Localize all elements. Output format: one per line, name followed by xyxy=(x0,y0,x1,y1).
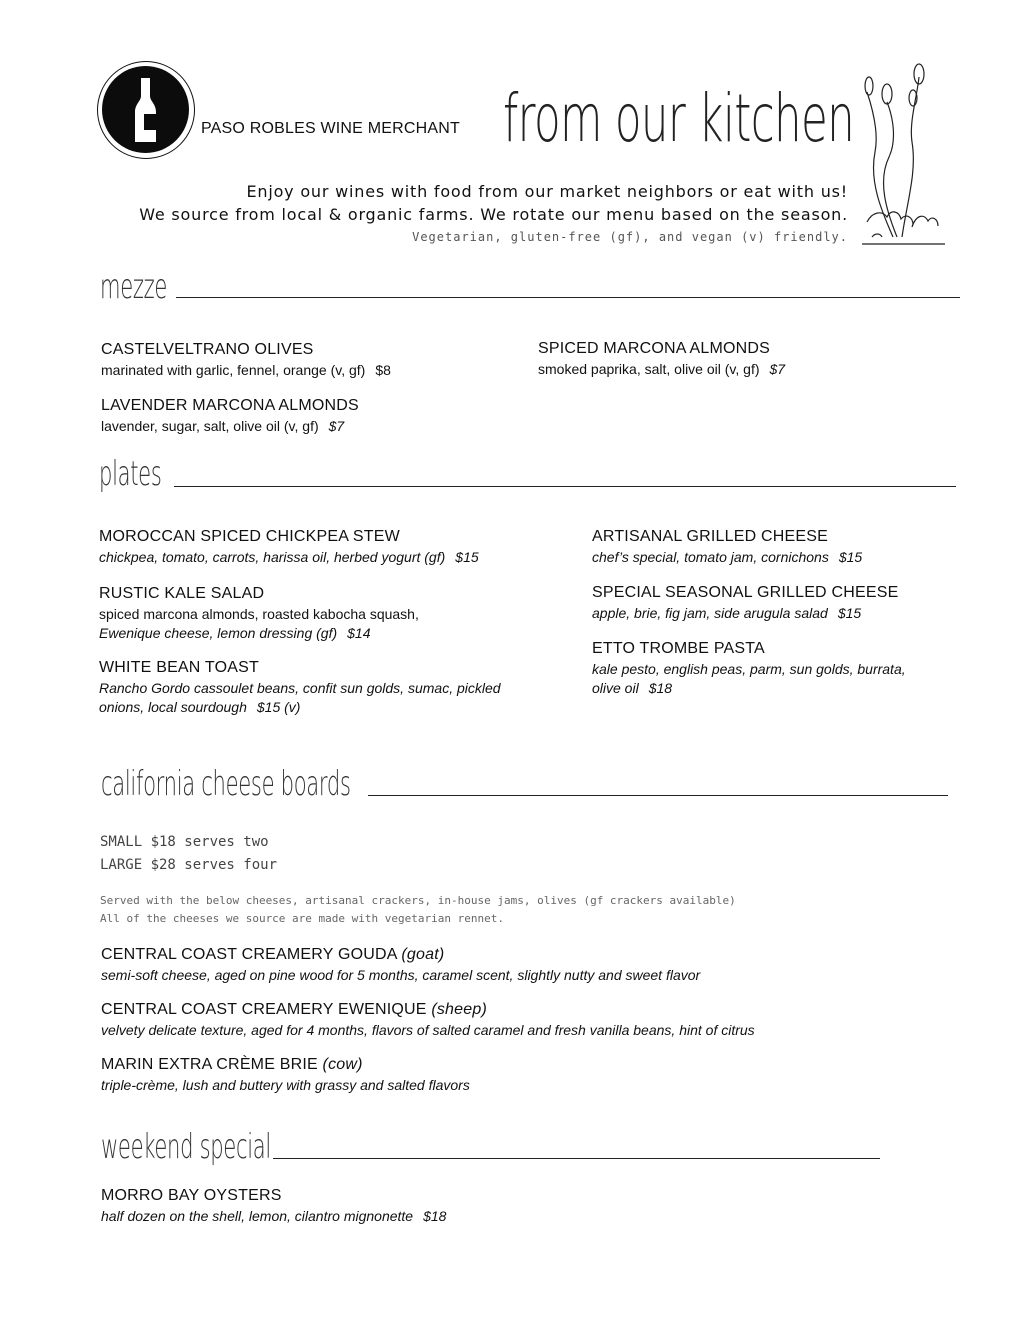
section-divider xyxy=(273,1158,880,1159)
item-description: half dozen on the shell, lemon, cilantro mignonette $18 xyxy=(101,1208,447,1224)
item-description: velvety delicate texture, aged for 4 months, flavors of salted caramel and fresh vanilla beans, hint of citrus xyxy=(101,1022,755,1038)
item-description: chef’s special, tomato jam, cornichons $15 xyxy=(592,549,863,565)
item-price: $14 xyxy=(347,625,371,641)
dietary-note: Vegetarian, gluten-free (gf), and vegan (v) friendly. xyxy=(412,230,848,244)
item-description: onions, local sourdough $15 (v) xyxy=(99,699,301,715)
menu-item xyxy=(99,585,419,643)
item-description: lavender, sugar, salt, olive oil (v, gf) $7 xyxy=(101,418,345,434)
cheese-type: (goat) xyxy=(401,946,445,963)
menu-item xyxy=(101,1001,755,1040)
menu-item xyxy=(592,528,862,567)
page-title: from our kitchen xyxy=(503,80,855,157)
item-description: triple-crème, lush and buttery with grassy and salted flavors xyxy=(101,1077,470,1093)
item-description: Ewenique cheese, lemon dressing (gf) $14 xyxy=(99,625,371,641)
menu-item xyxy=(101,1187,446,1226)
item-name: WHITE BEAN TOAST xyxy=(99,659,259,676)
item-price: $18 xyxy=(423,1208,447,1224)
menu-item xyxy=(101,397,359,436)
item-name: MOROCCAN SPICED CHICKPEA STEW xyxy=(99,528,400,545)
section-title-cheese-boards: california cheese boards xyxy=(101,764,351,804)
section-divider xyxy=(176,297,960,298)
intro-line-1: Enjoy our wines with food from our market neighbors or eat with us! xyxy=(246,182,848,201)
brand-name: PASO ROBLES WINE MERCHANT xyxy=(201,120,460,137)
intro-line-2: We source from local & organic farms. We rotate our menu based on the season. xyxy=(139,205,848,224)
item-price: $7 xyxy=(769,361,786,377)
item-name: CENTRAL COAST CREAMERY EWENIQUE (sheep) xyxy=(101,1001,487,1018)
cheese-type: (sheep) xyxy=(431,1001,487,1018)
item-price: $18 xyxy=(648,680,673,696)
menu-item xyxy=(592,584,898,623)
board-size-small: SMALL $18 serves two xyxy=(100,834,269,850)
item-price: $8 xyxy=(375,362,391,378)
item-description: olive oil $18 xyxy=(592,680,673,696)
cheese-type: (cow) xyxy=(322,1056,363,1073)
section-divider xyxy=(174,486,956,487)
wine-bottle-logo-icon xyxy=(97,61,195,159)
item-description: Rancho Gordo cassoulet beans, confit sun golds, sumac, pickled xyxy=(99,680,501,696)
menu-item xyxy=(538,340,785,379)
item-description: kale pesto, english peas, parm, sun golds, burrata, xyxy=(592,661,906,677)
item-name: CASTELVELTRANO OLIVES xyxy=(101,341,314,358)
item-description: apple, brie, fig jam, side arugula salad $15 xyxy=(592,605,862,621)
item-name: LAVENDER MARCONA ALMONDS xyxy=(101,397,359,414)
item-price: $7 xyxy=(328,418,345,434)
item-description: chickpea, tomato, carrots, harissa oil, herbed yogurt (gf) $15 xyxy=(99,549,479,565)
section-title-weekend-special: weekend special xyxy=(101,1127,271,1167)
item-name: RUSTIC KALE SALAD xyxy=(99,585,265,602)
item-name: MORRO BAY OYSTERS xyxy=(101,1187,282,1204)
cheese-note: All of the cheeses we source are made with vegetarian rennet. xyxy=(100,912,504,925)
menu-item xyxy=(99,528,479,567)
item-description: semi-soft cheese, aged on pine wood for 5 months, caramel scent, slightly nutty and sweet flavor xyxy=(101,967,701,983)
item-name: CENTRAL COAST CREAMERY GOUDA (goat) xyxy=(101,946,445,963)
item-description: spiced marcona almonds, roasted kabocha squash, xyxy=(99,606,419,622)
menu-item xyxy=(101,1056,470,1095)
item-price: $15 (v) xyxy=(256,699,301,715)
item-price: $15 xyxy=(837,605,862,621)
lavender-sprig-illustration-icon xyxy=(857,62,947,247)
menu-item xyxy=(101,341,391,380)
item-name: SPECIAL SEASONAL GRILLED CHEESE xyxy=(592,584,899,601)
section-divider xyxy=(368,795,948,796)
item-description: marinated with garlic, fennel, orange (v, gf) $8 xyxy=(101,362,391,378)
cheese-note: Served with the below cheeses, artisanal crackers, in-house jams, olives (gf crackers available) xyxy=(100,894,736,907)
section-title-plates: plates xyxy=(99,454,162,494)
item-description: smoked paprika, salt, olive oil (v, gf) $7 xyxy=(538,361,786,377)
menu-item xyxy=(592,640,906,698)
item-name: ARTISANAL GRILLED CHEESE xyxy=(592,528,828,545)
item-name: SPICED MARCONA ALMONDS xyxy=(538,340,771,357)
item-name: MARIN EXTRA CRÈME BRIE (cow) xyxy=(101,1056,363,1073)
menu-item xyxy=(101,946,700,985)
item-price: $15 xyxy=(838,549,863,565)
board-size-large: LARGE $28 serves four xyxy=(100,857,278,873)
item-name: ETTO TROMBE PASTA xyxy=(592,640,765,657)
item-price: $15 xyxy=(455,549,479,565)
menu-item xyxy=(99,659,501,717)
section-title-mezze: mezze xyxy=(100,267,168,307)
